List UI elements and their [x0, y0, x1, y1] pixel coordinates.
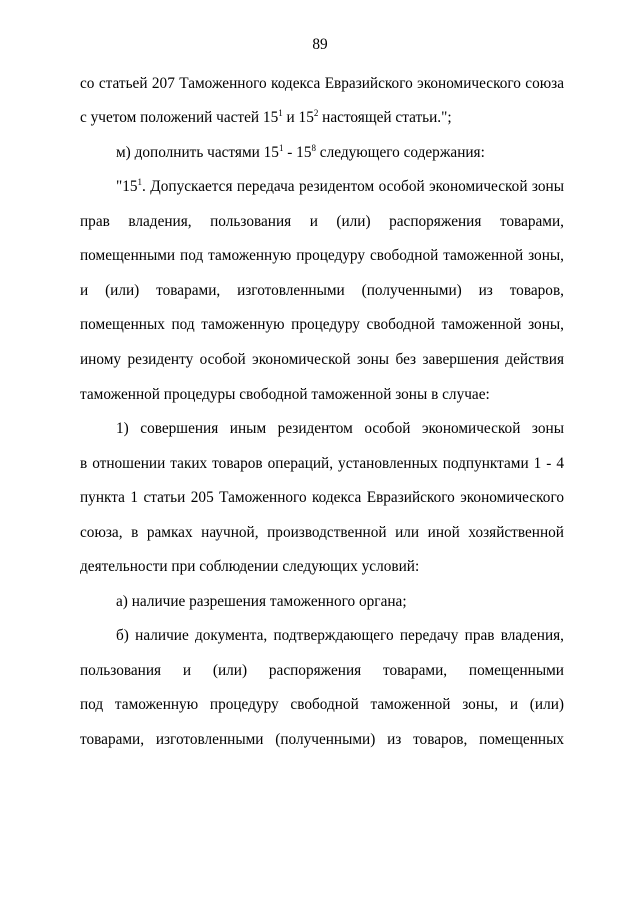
text-line: "$15^1$. Допускается передача резидентом особой экономической зоны [116, 177, 564, 195]
text-line: 1) совершения иным резидентом особой экономической зоны [116, 420, 564, 437]
text-line: в отношении таких товаров операций, установленных подпунктами 1 - 4 [80, 455, 564, 472]
text-line: пункта 1 статьи 205 Таможенного кодекса Евразийского экономического [80, 489, 564, 506]
page-number: 89 [312, 36, 328, 53]
text-line: со статьей 207 Таможенного кодекса Евразийского экономического союза [80, 75, 564, 92]
text-line: м) дополнить частями $15^1 - 15^8$ следующего содержания: [116, 143, 485, 161]
text-line: и (или) товарами, изготовленными (полученными) из товаров, [80, 282, 564, 299]
text-line: а) наличие разрешения таможенного органа; [116, 593, 407, 610]
text-line: товарами, изготовленными (полученными) из товаров, помещенных [80, 731, 564, 748]
text-line: деятельности при соблюдении следующих условий: [80, 558, 420, 575]
text-line: с учетом положений частей $15^1$ и $15^2$ настоящей статьи."; [80, 108, 452, 126]
text-line: б) наличие документа, подтверждающего передачу прав владения, [116, 627, 564, 644]
text-line: таможенной процедуры свободной таможенной зоны в случае: [80, 386, 490, 403]
text-line: прав владения, пользования и (или) распоряжения товарами, [80, 213, 564, 230]
text-line: помещенных под таможенную процедуру свободной таможенной зоны, [80, 316, 564, 333]
text-line: под таможенную процедуру свободной таможенной зоны, и (или) [80, 696, 564, 713]
text-line: союза, в рамках научной, производственной или иной хозяйственной [80, 524, 564, 541]
text-line: пользования и (или) распоряжения товарами, помещенными [80, 662, 564, 679]
text-line: иному резиденту особой экономической зоны без завершения действия [80, 351, 564, 368]
text-line: помещенными под таможенную процедуру свободной таможенной зоны, [80, 247, 564, 264]
